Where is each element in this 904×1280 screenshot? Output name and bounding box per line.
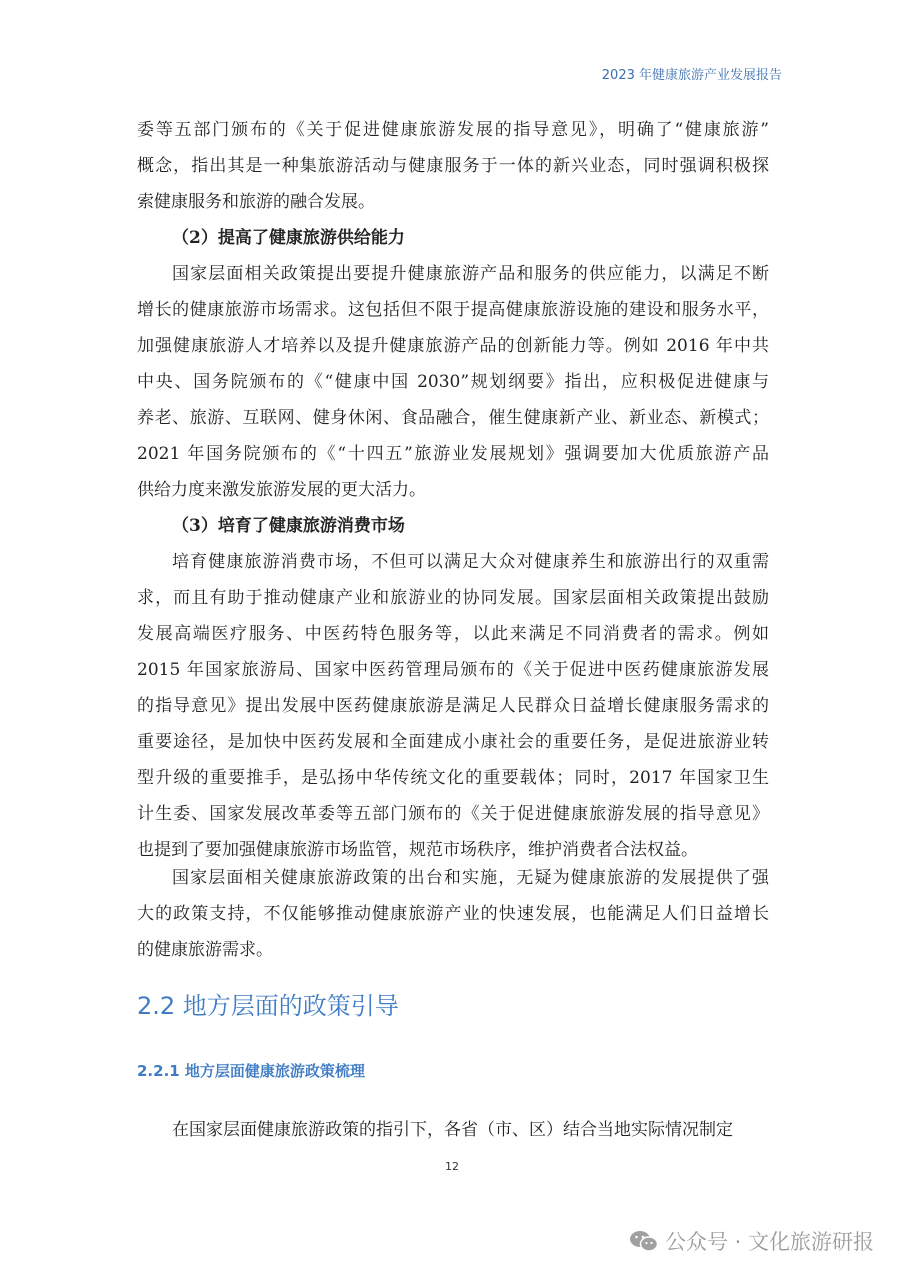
- watermark-text: 公众号 · 文化旅游研报: [664, 1230, 874, 1254]
- text-line: 国家层面相关政策提出要提升健康旅游产品和服务的供应能力，以满足不断: [172, 264, 769, 284]
- section-heading: 2.2 地方层面的政策引导: [137, 992, 399, 1020]
- text-line: 索健康服务和旅游的融合发展。: [137, 192, 375, 212]
- text-line: 2015 年国家旅游局、国家中医药管理局颁布的《关于促进中医药健康旅游发展: [137, 660, 769, 680]
- watermark: [629, 1226, 874, 1256]
- text-line: 求，而且有助于推动健康产业和旅游业的协同发展。国家层面相关政策提出鼓励: [137, 588, 769, 608]
- text-line: 在国家层面健康旅游政策的指引下，各省（市、区）结合当地实际情况制定: [172, 1120, 733, 1140]
- paragraph-market: [137, 544, 769, 868]
- text-line: 也提到了要加强健康旅游市场监管，规范市场秩序，维护消费者合法权益。: [137, 840, 698, 860]
- text-line: 的健康旅游需求。: [137, 940, 273, 960]
- subheading-supply: （2）提高了健康旅游供给能力: [172, 228, 405, 248]
- paragraph-supply: [137, 256, 769, 508]
- text-line: 的指导意见》提出发展中医药健康旅游是满足人民群众日益增长健康服务需求的: [137, 696, 769, 716]
- page-number: 12: [445, 1160, 459, 1173]
- text-line: 中央、国务院颁布的《“健康中国 2030”规划纲要》指出，应积极促进健康与: [137, 372, 769, 392]
- paragraph-summary: [137, 860, 769, 968]
- text-line: 概念，指出其是一种集旅游活动与健康服务于一体的新兴业态，同时强调积极探: [137, 156, 769, 176]
- text-line: 型升级的重要推手，是弘扬中华传统文化的重要载体；同时，2017 年国家卫生: [137, 768, 769, 788]
- wechat-icon: [629, 1229, 659, 1253]
- subheading-market: （3）培育了健康旅游消费市场: [172, 516, 405, 536]
- text-line: 委等五部门颁布的《关于促进健康旅游发展的指导意见》，明确了“健康旅游”: [137, 120, 769, 140]
- text-line: 加强健康旅游人才培养以及提升健康旅游产品的创新能力等。例如 2016 年中共: [137, 336, 769, 356]
- text-line: 供给力度来激发旅游发展的更大活力。: [137, 480, 426, 500]
- text-line: 重要途径，是加快中医药发展和全面建成小康社会的重要任务，是促进旅游业转: [137, 732, 769, 752]
- text-line: 2021 年国务院颁布的《“十四五”旅游业发展规划》强调要加大优质旅游产品: [137, 444, 769, 464]
- text-line: 培育健康旅游消费市场，不但可以满足大众对健康养生和旅游出行的双重需: [172, 552, 769, 572]
- paragraph-local: [137, 1112, 769, 1148]
- text-line: 计生委、国家发展改革委等五部门颁布的《关于促进健康旅游发展的指导意见》: [137, 804, 769, 824]
- paragraph-intro: [137, 112, 769, 220]
- text-line: 增长的健康旅游市场需求。这包括但不限于提高健康旅游设施的建设和服务水平，: [137, 300, 769, 320]
- text-line: 国家层面相关健康旅游政策的出台和实施，无疑为健康旅游的发展提供了强: [172, 868, 769, 888]
- text-line: 养老、旅游、互联网、健身休闲、食品融合，催生健康新产业、新业态、新模式；: [137, 408, 769, 428]
- running-header: 2023 年健康旅游产业发展报告: [601, 68, 782, 83]
- text-line: 大的政策支持，不仅能够推动健康旅游产业的快速发展，也能满足人们日益增长: [137, 904, 769, 924]
- text-line: 发展高端医疗服务、中医药特色服务等，以此来满足不同消费者的需求。例如: [137, 624, 769, 644]
- subsection-heading: 2.2.1 地方层面健康旅游政策梳理: [137, 1062, 365, 1080]
